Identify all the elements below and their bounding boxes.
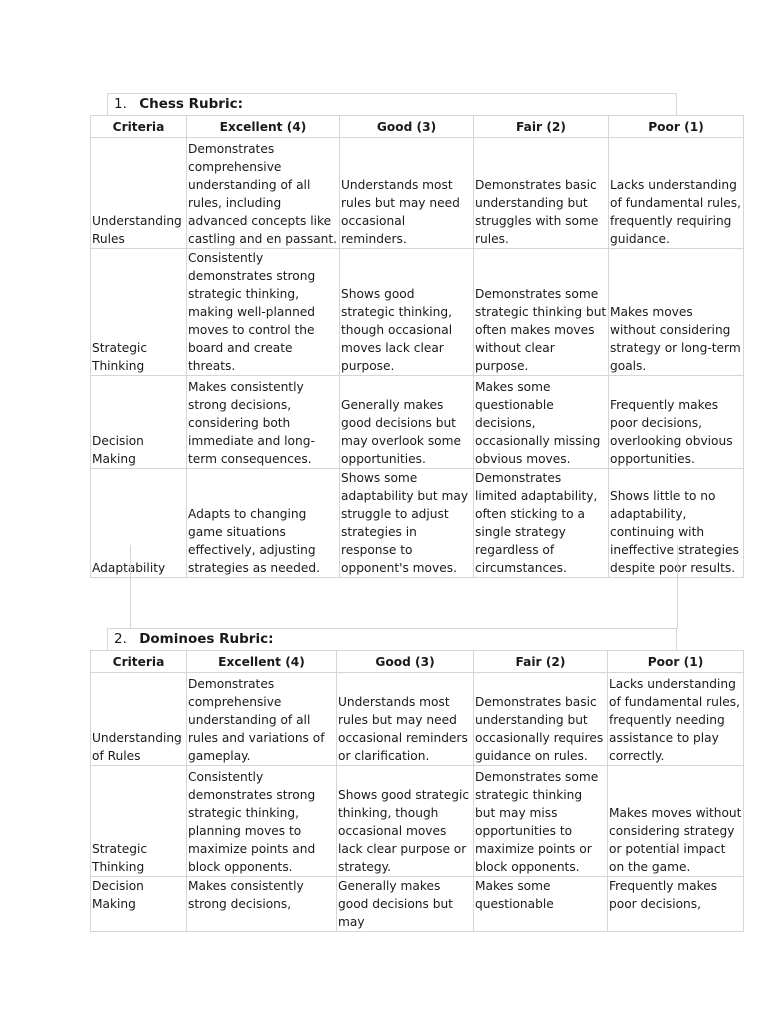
- header-fair: Fair (2): [474, 651, 608, 673]
- good-cell: Understands most rules but may need occasional reminders or clarification.: [337, 673, 474, 766]
- excellent-cell: Adapts to changing game situations effectively, adjusting strategies as needed.: [187, 469, 340, 578]
- good-cell: Understands most rules but may need occasional reminders.: [340, 138, 474, 249]
- header-good: Good (3): [340, 116, 474, 138]
- criteria-cell: Strategic Thinking: [91, 249, 187, 376]
- section-number: 2.: [114, 631, 127, 647]
- poor-cell: Shows little to no adaptability, continuing with ineffective strategies despite poor results.: [609, 469, 744, 578]
- table-row: [91, 877, 744, 932]
- table-row: [91, 138, 744, 249]
- header-row: [91, 651, 744, 673]
- header-good: Good (3): [337, 651, 474, 673]
- fair-cell: Makes some questionable decisions, occasionally missing obvious moves.: [474, 376, 609, 469]
- header-row: [91, 116, 744, 138]
- chess-rubric-heading: [107, 93, 677, 115]
- good-cell: Shows good strategic thinking, though occasional moves lack clear purpose.: [340, 249, 474, 376]
- poor-cell: Frequently makes poor decisions,: [608, 877, 744, 932]
- good-cell: Generally makes good decisions but may: [337, 877, 474, 932]
- section-title: Chess Rubric:: [139, 96, 243, 112]
- header-fair: Fair (2): [474, 116, 609, 138]
- criteria-cell: Decision Making: [91, 877, 187, 932]
- criteria-cell: Strategic Thinking: [91, 766, 187, 877]
- header-poor: Poor (1): [608, 651, 744, 673]
- excellent-cell: Consistently demonstrates strong strategic thinking, planning moves to maximize points and block opponents.: [187, 766, 337, 877]
- dominoes-rubric-heading: [107, 628, 677, 650]
- poor-cell: Lacks understanding of fundamental rules, frequently requiring guidance.: [609, 138, 744, 249]
- dominoes-rubric-table: [90, 650, 744, 932]
- table-row: [91, 766, 744, 877]
- header-criteria: Criteria: [91, 116, 187, 138]
- good-cell: Shows good strategic thinking, though occasional moves lack clear purpose or strategy.: [337, 766, 474, 877]
- criteria-cell: Adaptability: [91, 469, 187, 578]
- poor-cell: Lacks understanding of fundamental rules, frequently needing assistance to play correctly.: [608, 673, 744, 766]
- header-excellent: Excellent (4): [187, 651, 337, 673]
- excellent-cell: Makes consistently strong decisions, considering both immediate and long-term consequences.: [187, 376, 340, 469]
- fair-cell: Makes some questionable: [474, 877, 608, 932]
- excellent-cell: Consistently demonstrates strong strategic thinking, making well-planned moves to control the board and create threats.: [187, 249, 340, 376]
- poor-cell: Makes moves without considering strategy or long-term goals.: [609, 249, 744, 376]
- poor-cell: Frequently makes poor decisions, overlooking obvious opportunities.: [609, 376, 744, 469]
- poor-cell: Makes moves without considering strategy or potential impact on the game.: [608, 766, 744, 877]
- good-cell: Generally makes good decisions but may overlook some opportunities.: [340, 376, 474, 469]
- fair-cell: Demonstrates some strategic thinking but often makes moves without clear purpose.: [474, 249, 609, 376]
- excellent-cell: Demonstrates comprehensive understanding of all rules, including advanced concepts like castling and en passant.: [187, 138, 340, 249]
- fair-cell: Demonstrates some strategic thinking but may miss opportunities to maximize points or block opponents.: [474, 766, 608, 877]
- table-row: [91, 249, 744, 376]
- fair-cell: Demonstrates limited adaptability, often sticking to a single strategy regardless of circumstances.: [474, 469, 609, 578]
- fair-cell: Demonstrates basic understanding but struggles with some rules.: [474, 138, 609, 249]
- table-row: [91, 376, 744, 469]
- criteria-cell: Understanding Rules: [91, 138, 187, 249]
- header-criteria: Criteria: [91, 651, 187, 673]
- section-title: Dominoes Rubric:: [139, 631, 274, 647]
- fair-cell: Demonstrates basic understanding but occasionally requires guidance on rules.: [474, 673, 608, 766]
- good-cell: Shows some adaptability but may struggle to adjust strategies in response to opponent's moves.: [340, 469, 474, 578]
- chess-rubric-table: [90, 115, 744, 578]
- excellent-cell: Demonstrates comprehensive understanding of all rules and variations of gameplay.: [187, 673, 337, 766]
- excellent-cell: Makes consistently strong decisions,: [187, 877, 337, 932]
- section-number: 1.: [114, 96, 127, 112]
- header-poor: Poor (1): [609, 116, 744, 138]
- table-row: [91, 673, 744, 766]
- criteria-cell: Understanding of Rules: [91, 673, 187, 766]
- criteria-cell: Decision Making: [91, 376, 187, 469]
- header-excellent: Excellent (4): [187, 116, 340, 138]
- empty-spacer-box: [130, 545, 678, 629]
